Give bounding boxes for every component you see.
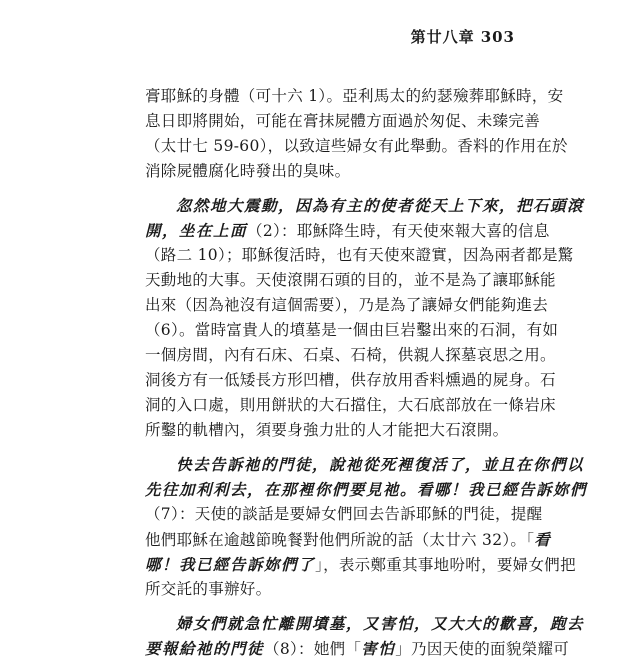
text-line [145,218,550,243]
emphasized-scripture-text: 開，坐在上面 [145,221,248,240]
text-line [145,134,568,159]
paragraph-gap [145,184,495,193]
emphasized-scripture-text: 看 [534,530,552,549]
chapter-title: 第廿八章 [410,28,475,46]
running-header [411,26,515,47]
text-line [145,318,559,343]
text-line [145,577,495,602]
paragraph-gap [145,602,495,611]
text-line [145,552,576,577]
text-line [145,611,585,636]
commentary-text: （路二 10）；耶穌復活時，也有天使來證實，因為兩者都是驚 [145,246,574,264]
commentary-text: 」，表示鄭重其事地吩咐，要婦女們把 [315,556,576,574]
commentary-text: 所鑿的軌槽內，須要身強力壯的人才能把大石滾開。 [145,421,509,439]
commentary-text: （2）：耶穌降生時，有天使來報大喜的信息 [247,222,550,240]
paragraph [145,452,588,602]
text-line [145,268,556,293]
text-line [145,418,509,443]
body-text [145,84,588,661]
text-line [145,84,564,109]
emphasized-scripture-text: 忽然地大震動，因為有主的使者從天上下來，把石頭滾 [176,196,585,215]
commentary-text: （6）。當時富貴人的墳墓是一個由巨岩鑿出來的石洞，有如 [145,321,559,339]
commentary-text: （太廿七 59-60），以致這些婦女有此舉動。香料的作用在於 [145,137,568,155]
text-line [145,109,541,134]
commentary-text: 洞的入口處，則用餅狀的大石擋住，大石底部放在一條岩床 [145,396,556,414]
commentary-text: 洞後方有一低矮長方形凹槽，供存放用香料燻過的屍身。石 [145,371,556,389]
text-line [145,343,556,368]
emphasized-scripture-text: 快去告訴祂的門徒，說祂從死裡復活了，並且在你們以 [176,455,585,474]
commentary-text: 」乃因天使的面貌榮耀可 [395,640,570,658]
text-line [145,527,552,552]
commentary-text: 消除屍體腐化時發出的臭味。 [145,162,351,180]
paragraph [145,193,585,443]
commentary-text: 一個房間，內有石床、石桌、石椅，供親人探墓哀思之用。 [145,346,556,364]
commentary-text: 膏耶穌的身體（可十六 1）。亞利馬太的約瑟殮葬耶穌時，安 [145,87,564,105]
text-line [145,243,574,268]
text-line [145,502,543,527]
commentary-text: （8）：她們「 [264,640,362,658]
text-line [145,393,556,418]
emphasized-scripture-text: 哪！我已經告訴妳們了 [145,555,316,574]
text-line [145,293,549,318]
emphasized-scripture-text: 婦女們就急忙離開墳墓，又害怕，又大大的歡喜，跑去 [176,614,585,633]
text-line [145,159,495,184]
paragraph [145,611,585,661]
emphasized-scripture-text: 要報給祂的門徒 [145,639,265,658]
text-line [145,193,585,218]
text-line [145,636,570,661]
commentary-text: 所交託的事辦好。 [145,580,272,598]
commentary-text: 出來（因為祂沒有這個需要），乃是為了讓婦女們能夠進去 [145,296,549,314]
paragraph-gap [145,443,495,452]
commentary-text: 他們耶穌在逾越節晚餐對他們所說的話（太廿六 32）。「 [145,531,535,549]
text-line [145,452,585,477]
commentary-text: 息日即將開始，可能在膏抹屍體方面過於匆促、未臻完善 [145,112,541,130]
paragraph [145,84,568,184]
commentary-text: 天動地的大事。天使滾開石頭的目的，並不是為了讓耶穌能 [145,271,556,289]
emphasized-scripture-text: 先往加利利去，在那裡你們要見祂。看哪！我已經告訴妳們 [145,480,588,499]
emphasized-scripture-text: 害怕 [361,639,396,658]
text-line [145,368,556,393]
page-number: 303 [480,28,515,46]
commentary-text: （7）：天使的談話是要婦女們回去告訴耶穌的門徒，提醒 [145,505,543,523]
text-line [145,477,588,502]
